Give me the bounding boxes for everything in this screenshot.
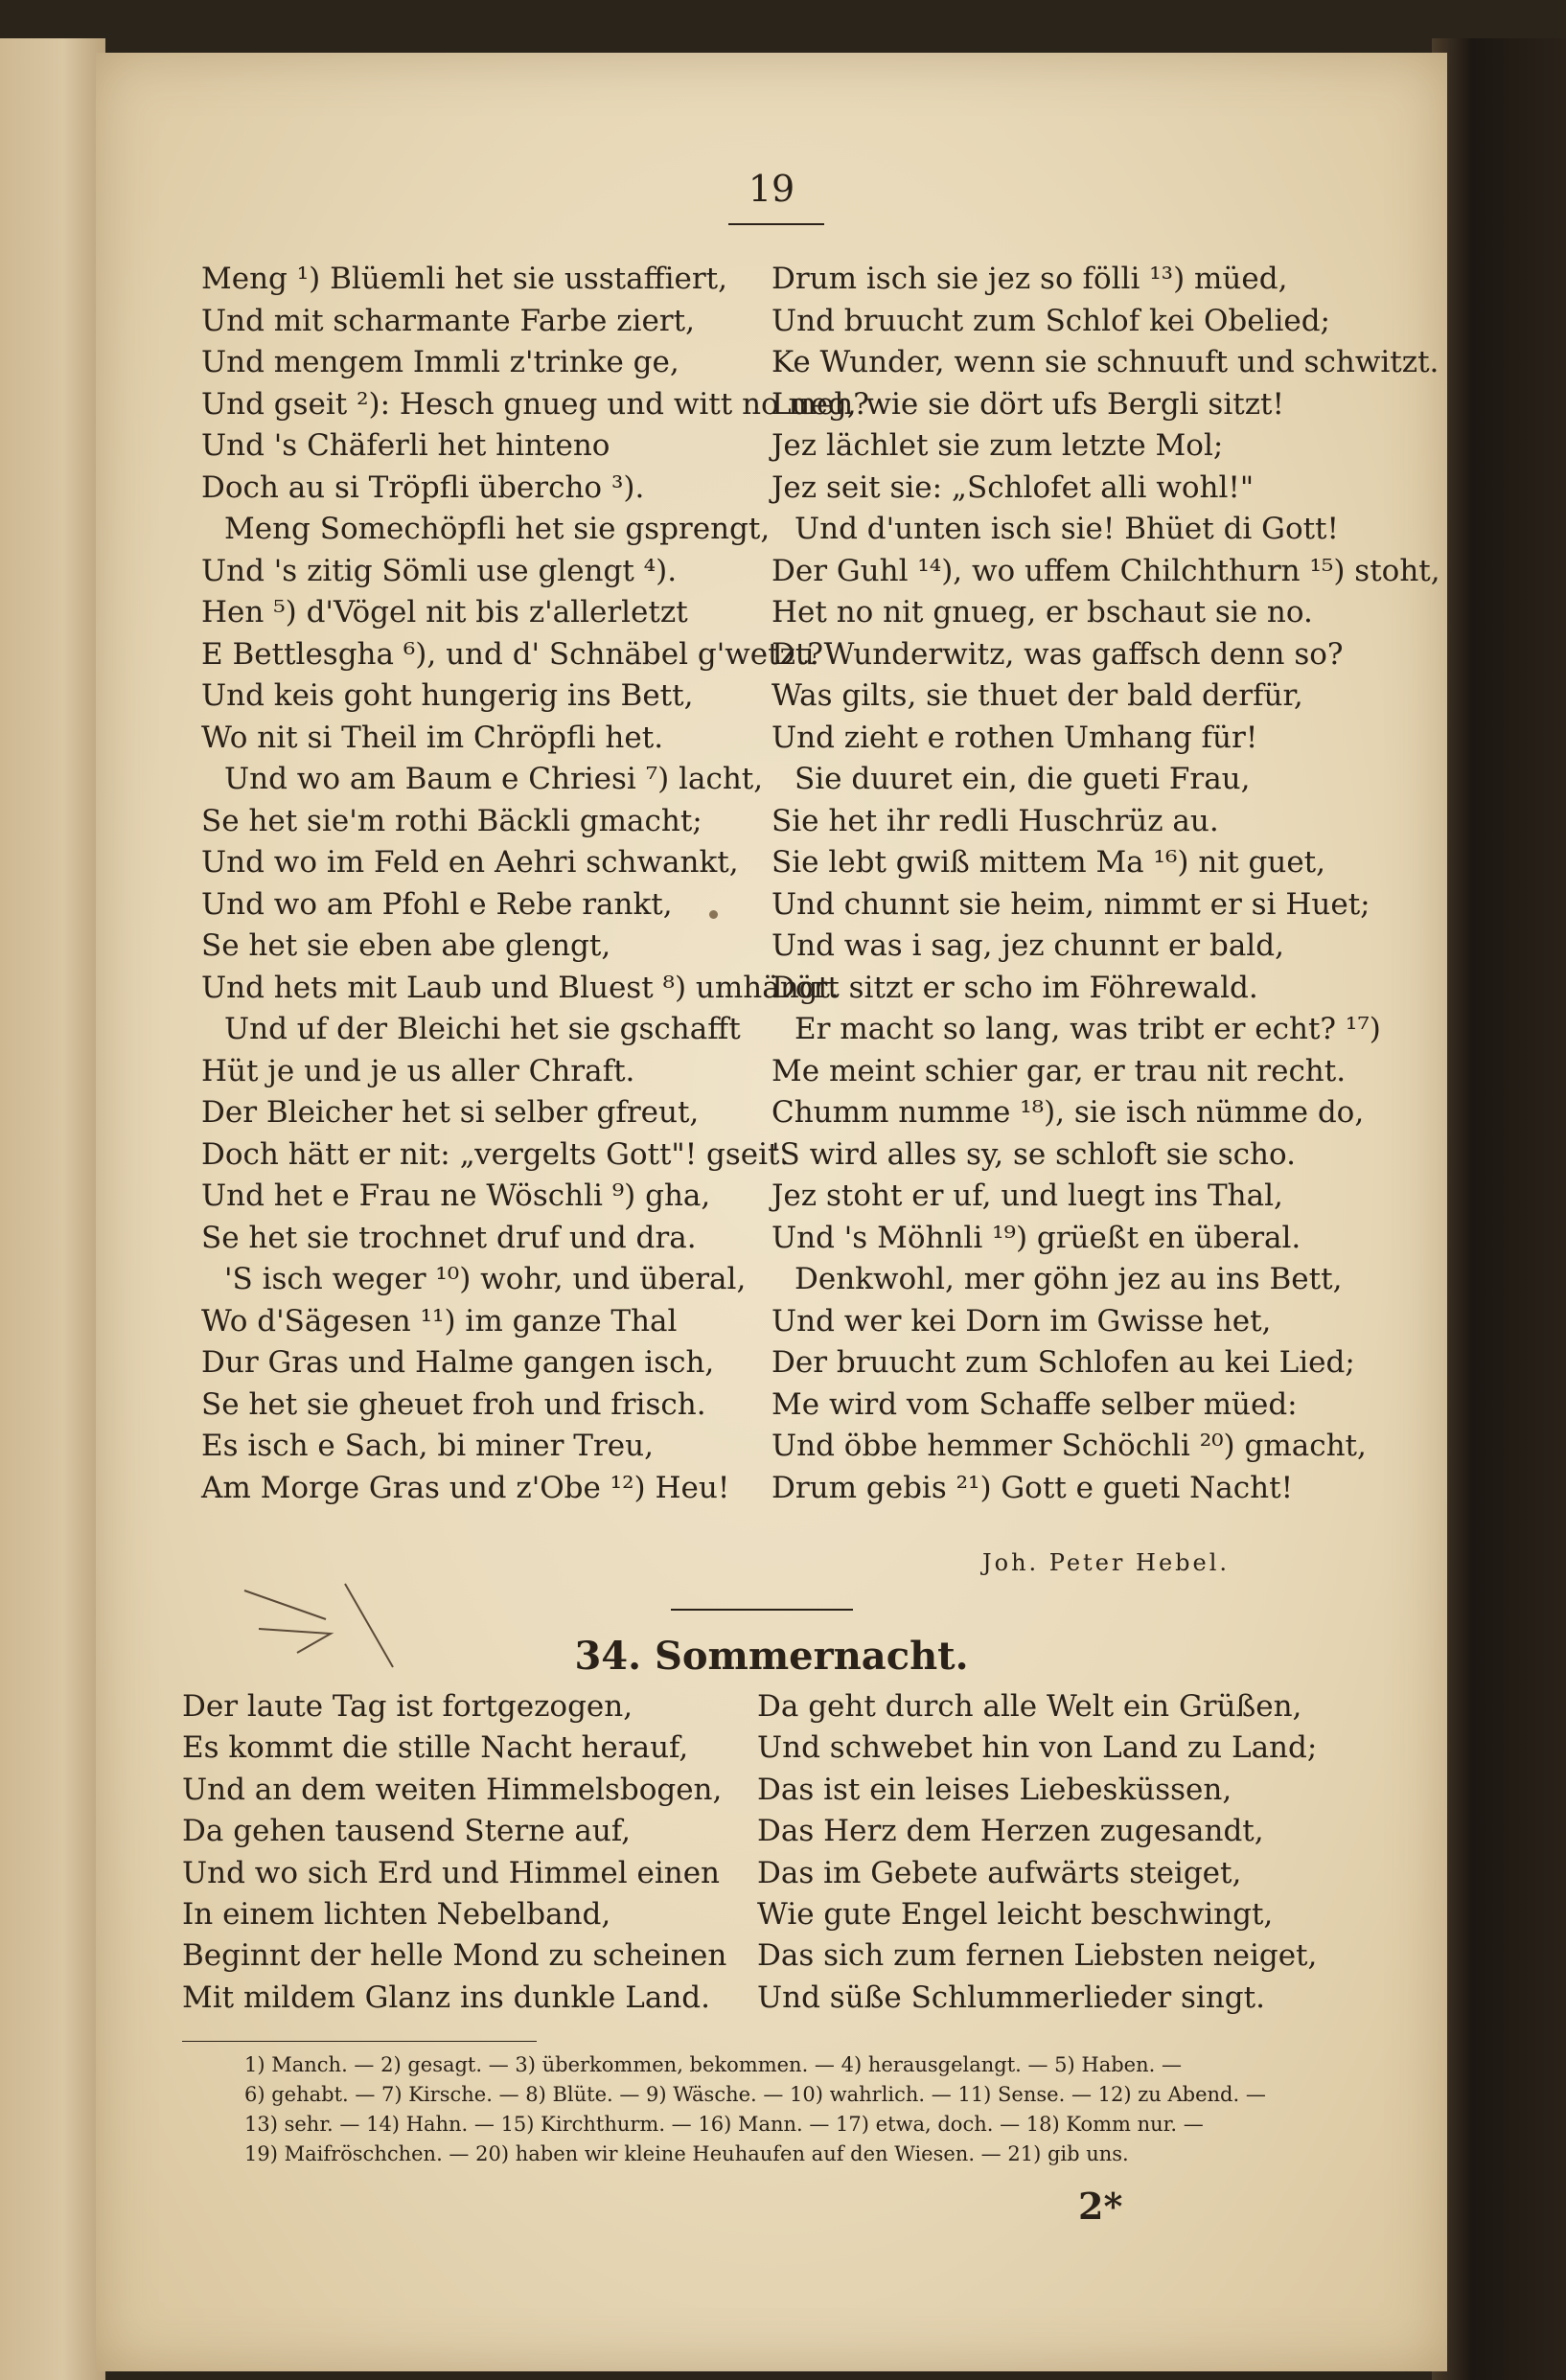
verse-line: Und bruucht zum Schlof kei Obelied; bbox=[771, 303, 1331, 338]
facing-page-edge bbox=[0, 38, 105, 2380]
verse-line: Dört sitzt er scho im Föhrewald. bbox=[771, 970, 1258, 1005]
verse-line: Und chunnt sie heim, nimmt er si Huet; bbox=[771, 886, 1370, 922]
page-number-rule bbox=[728, 223, 824, 225]
book-page bbox=[96, 53, 1447, 2371]
verse-line: Se het sie gheuet froh und frisch. bbox=[201, 1386, 706, 1422]
verse-line: Und 's Chäferli het hinteno bbox=[201, 428, 610, 463]
verse-line: Sie het ihr redli Huschrüz au. bbox=[771, 803, 1219, 838]
verse-line: Meng ¹) Blüemli het sie usstaffiert, bbox=[201, 262, 727, 296]
verse-line: Und 's zitig Sömli use glengt ⁴). bbox=[201, 553, 678, 588]
verse-line: Wo d'Sägesen ¹¹) im ganze Thal bbox=[201, 1303, 678, 1339]
verse-line: Und het e Frau ne Wöschli ⁹) gha, bbox=[201, 1179, 711, 1213]
verse-line: Das sich zum fernen Liebsten neiget, bbox=[757, 1938, 1318, 1974]
verse-line: Lueg, wie sie dört ufs Bergli sitzt! bbox=[771, 386, 1284, 422]
footnote-divider bbox=[182, 2041, 537, 2042]
verse-line: Dur Gras und Halme gangen isch, bbox=[201, 1345, 715, 1380]
verse-line: Und 's Möhnli ¹⁹) grüeßt en überal. bbox=[771, 1220, 1301, 1255]
verse-line: Das Herz dem Herzen zugesandt, bbox=[757, 1814, 1264, 1849]
verse-line: Mit mildem Glanz ins dunkle Land. bbox=[182, 1980, 710, 2015]
verse-line: Und wo im Feld en Aehri schwankt, bbox=[201, 845, 739, 880]
footnote-line: 13) sehr. — 14) Hahn. — 15) Kirchthurm. — 16) Mann. — 17) etwa, doch. — 18) Komm nur. — bbox=[244, 2113, 1204, 2136]
verse-line: Und öbbe hemmer Schöchli ²⁰) gmacht, bbox=[771, 1429, 1367, 1463]
verse-line: Und wo sich Erd und Himmel einen bbox=[182, 1855, 721, 1890]
verse-line: Und mengem Immli z'trinke ge, bbox=[201, 345, 679, 379]
verse-line: Der Guhl ¹⁴), wo uffem Chilchthurn ¹⁵) stoht, bbox=[771, 553, 1440, 588]
verse-line: Was gilts, sie thuet der bald derfür, bbox=[771, 678, 1303, 713]
verse-line: Jez stoht er uf, und luegt ins Thal, bbox=[771, 1179, 1283, 1213]
verse-line: Er macht so lang, was tribt er echt? ¹⁷) bbox=[795, 1012, 1381, 1046]
verse-line: Der bruucht zum Schlofen au kei Lied; bbox=[771, 1345, 1355, 1380]
verse-line: Der Bleicher het si selber gfreut, bbox=[201, 1095, 700, 1130]
verse-line: Und zieht e rothen Umhang für! bbox=[771, 720, 1258, 755]
verse-line: Beginnt der helle Mond zu scheinen bbox=[182, 1938, 727, 1974]
verse-line: Wo nit si Theil im Chröpfli het. bbox=[201, 720, 664, 755]
verse-line: Se het sie eben abe glengt, bbox=[201, 928, 611, 963]
poem-author: Joh. Peter Hebel. bbox=[982, 1549, 1231, 1576]
verse-line: Hüt je und je us aller Chraft. bbox=[201, 1053, 635, 1088]
verse-line: Und hets mit Laub und Bluest ⁸) umhängt. bbox=[201, 970, 840, 1005]
verse-line: Das ist ein leises Liebesküssen, bbox=[757, 1772, 1232, 1807]
verse-line: Du Wunderwitz, was gaffsch denn so? bbox=[771, 636, 1344, 672]
verse-line: Chumm numme ¹⁸), sie isch nümme do, bbox=[771, 1095, 1365, 1130]
verse-line: Drum isch sie jez so fölli ¹³) müed, bbox=[771, 262, 1288, 296]
verse-line: Und gseit ²): Hesch gnueg und witt no meh? bbox=[201, 386, 869, 422]
footnote-line: 6) gehabt. — 7) Kirsche. — 8) Blüte. — 9) Wäsche. — 10) wahrlich. — 11) Sense. — 12) zu Abend. — bbox=[244, 2083, 1266, 2106]
poem-two-column-left bbox=[182, 1686, 726, 2019]
poem-two-column-right bbox=[757, 1686, 1317, 2019]
verse-line: Sie lebt gwiß mittem Ma ¹⁶) nit guet, bbox=[771, 845, 1325, 880]
verse-line: Ke Wunder, wenn sie schnuuft und schwitzt. bbox=[771, 345, 1439, 379]
verse-line: Me meint schier gar, er trau nit recht. bbox=[771, 1053, 1347, 1088]
verse-line: Denkwohl, mer göhn jez au ins Bett, bbox=[795, 1262, 1343, 1296]
verse-line: Da geht durch alle Welt ein Grüßen, bbox=[757, 1689, 1302, 1724]
poem-one-column-right bbox=[771, 259, 1440, 1509]
paper-speck bbox=[709, 910, 718, 919]
verse-line: In einem lichten Nebelband, bbox=[182, 1896, 611, 1932]
verse-line: Und süße Schlummerlieder singt. bbox=[757, 1980, 1265, 2015]
verse-line: Hen ⁵) d'Vögel nit bis z'allerletzt bbox=[201, 595, 688, 629]
poem-title: 34. Sommernacht. bbox=[574, 1634, 969, 1679]
verse-line: Und uf der Bleichi het sie gschafft bbox=[224, 1012, 741, 1046]
verse-line: Me wird vom Schaffe selber müed: bbox=[771, 1386, 1298, 1422]
printer-signature-mark: 2* bbox=[1078, 2185, 1123, 2228]
verse-line: Und mit scharmante Farbe ziert, bbox=[201, 303, 695, 338]
verse-line: Es isch e Sach, bi miner Treu, bbox=[201, 1429, 654, 1463]
verse-line: Se het sie'm rothi Bäckli gmacht; bbox=[201, 803, 702, 838]
verse-line: Het no nit gnueg, er bschaut sie no. bbox=[771, 595, 1313, 629]
verse-line: Und d'unten isch sie! Bhüet di Gott! bbox=[795, 512, 1339, 546]
footnote-line: 19) Maifröschchen. — 20) haben wir kleine Heuhaufen auf den Wiesen. — 21) gib uns. bbox=[244, 2142, 1129, 2165]
verse-line: Und keis goht hungerig ins Bett, bbox=[201, 678, 694, 713]
verse-line: Drum gebis ²¹) Gott e gueti Nacht! bbox=[771, 1470, 1294, 1505]
verse-line: Und wo am Baum e Chriesi ⁷) lacht, bbox=[224, 762, 764, 796]
footnote-line: 1) Manch. — 2) gesagt. — 3) überkommen, bekommen. — 4) herausgelangt. — 5) Haben. — bbox=[244, 2053, 1182, 2076]
verse-line: Und was i sag, jez chunnt er bald, bbox=[771, 928, 1284, 963]
verse-line: Sie duuret ein, die gueti Frau, bbox=[795, 762, 1251, 796]
verse-line: 'S wird alles sy, se schloft sie scho. bbox=[771, 1136, 1296, 1172]
verse-line: Am Morge Gras und z'Obe ¹²) Heu! bbox=[201, 1470, 730, 1505]
verse-line: Jez lächlet sie zum letzte Mol; bbox=[771, 428, 1224, 463]
verse-line: Doch hätt er nit: „vergelts Gott"! gseit. bbox=[201, 1136, 790, 1172]
verse-line: Es kommt die stille Nacht herauf, bbox=[182, 1730, 689, 1766]
book-binding bbox=[1432, 38, 1566, 2380]
verse-line: Und wo am Pfohl e Rebe rankt, bbox=[201, 886, 673, 922]
section-divider bbox=[671, 1609, 853, 1611]
verse-line: Das im Gebete aufwärts steiget, bbox=[757, 1855, 1242, 1890]
verse-line: Und wer kei Dorn im Gwisse het, bbox=[771, 1303, 1272, 1339]
verse-line: Wie gute Engel leicht beschwingt, bbox=[757, 1896, 1274, 1932]
page-number: 19 bbox=[748, 168, 795, 210]
poem-one-column-left bbox=[201, 259, 869, 1509]
verse-line: Se het sie trochnet druf und dra. bbox=[201, 1220, 697, 1255]
footnotes bbox=[244, 2050, 1266, 2169]
verse-line: 'S isch weger ¹⁰) wohr, und überal, bbox=[224, 1262, 747, 1296]
verse-line: Meng Somechöpfli het sie gsprengt, bbox=[224, 512, 771, 546]
verse-line: Da gehen tausend Sterne auf, bbox=[182, 1814, 632, 1849]
verse-line: Und an dem weiten Himmelsbogen, bbox=[182, 1772, 723, 1807]
verse-line: Und schwebet hin von Land zu Land; bbox=[757, 1730, 1318, 1766]
verse-line: Der laute Tag ist fortgezogen, bbox=[182, 1689, 633, 1724]
verse-line: Jez seit sie: „Schlofet alli wohl!" bbox=[771, 469, 1255, 505]
verse-line: Doch au si Tröpfli übercho ³). bbox=[201, 469, 645, 505]
verse-line: E Bettlesgha ⁶), und d' Schnäbel g'wetzt? bbox=[201, 636, 824, 672]
